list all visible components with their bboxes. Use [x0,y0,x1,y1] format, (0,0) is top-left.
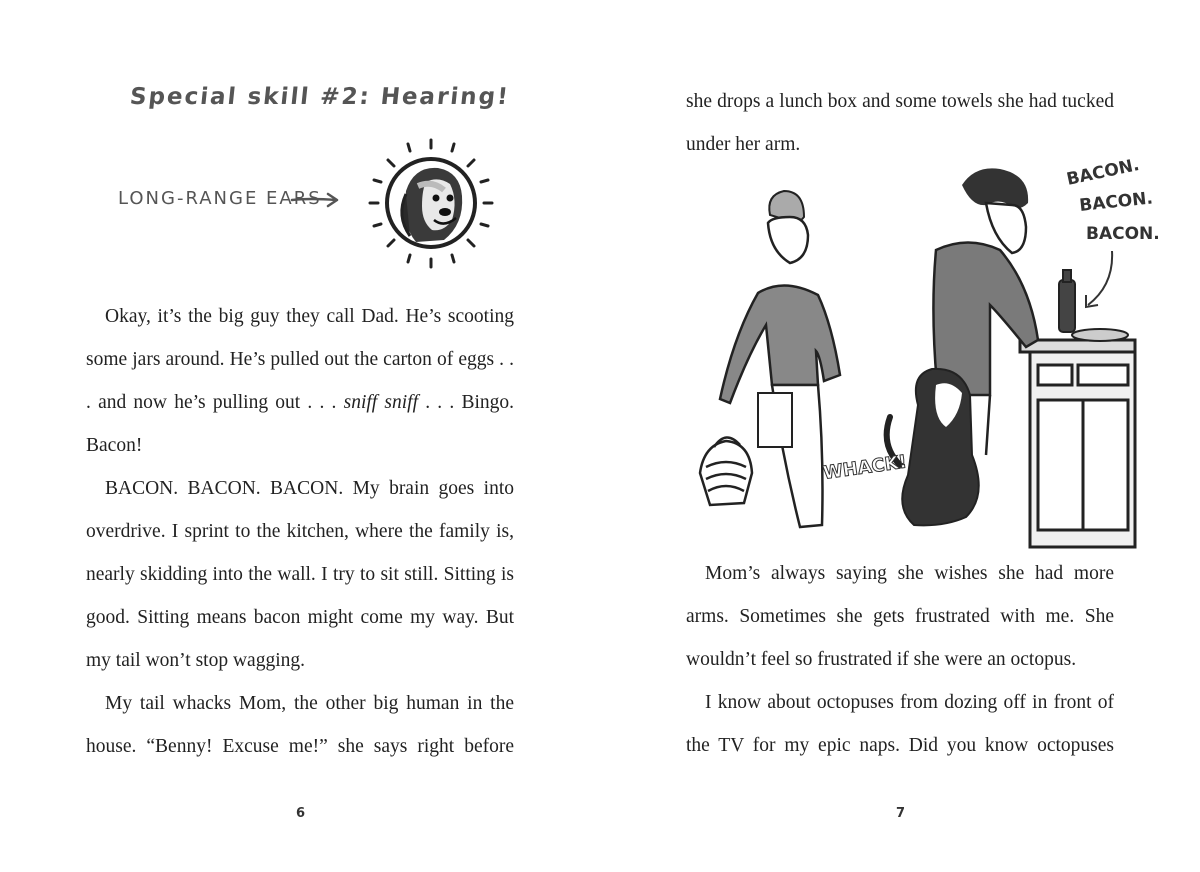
paragraph: I know about octopuses from dozing off in front of the TV for my epic naps. Did you know octopuses [686,692,1114,756]
right-page [600,0,1200,872]
paragraph: My tail whacks Mom, the other big human in the house. “Benny! Excuse me!” she says right before [86,693,514,757]
paragraph: she drops a lunch box and some towels she had tucked under her arm. [686,91,1114,155]
speech-text [1065,155,1160,244]
bottle-icon [1059,270,1075,332]
speech-line: BACON. [1064,154,1142,190]
arrow-icon [1088,251,1112,305]
page-number: 7 [896,806,906,821]
right-page-text-bottom [686,552,1114,767]
ears-label: LONG-RANGE EARS [118,188,322,209]
kitchen-counter [1020,340,1135,547]
paragraph: BACON. BACON. BACON. My brain goes into overdrive. I sprint to the kitchen, where the family is, nearly skidding into the wall. I try to sit still. Sitting is good. Sitting means bacon might come my way. But my tail won’t stop wagging. [86,478,514,671]
paragraph: Mom’s always saying she wishes she had more arms. Sometimes she gets frustrated with me. She wouldn’t feel so frustrated if she were an octopus. [686,563,1114,670]
speech-line: BACON. [1078,188,1154,216]
paragraph [86,295,514,467]
dog-portrait-icon [366,136,496,271]
right-page-text-top [686,80,1114,166]
kitchen-illustration [700,154,1160,550]
arrow-right-icon [290,192,342,208]
paragraph-text: Okay, it’s the big guy they call Dad. He’s scooting some jars around. He’s pulled out the carton of eggs . . . and now he’s pulling out . . . [86,306,514,413]
left-page-text [86,295,514,768]
dog-figure [887,369,979,525]
sound-effect: WHACK! [821,451,909,484]
lunch-box-icon [700,437,752,505]
paragraph-text: . . . Bingo. Bacon! [86,392,514,456]
speech-line: BACON. [1086,224,1160,244]
section-heading: Special skill #2: Hearing! [128,84,511,110]
emphasized-text: sniff sniff [343,392,419,413]
page-number: 6 [296,806,306,821]
